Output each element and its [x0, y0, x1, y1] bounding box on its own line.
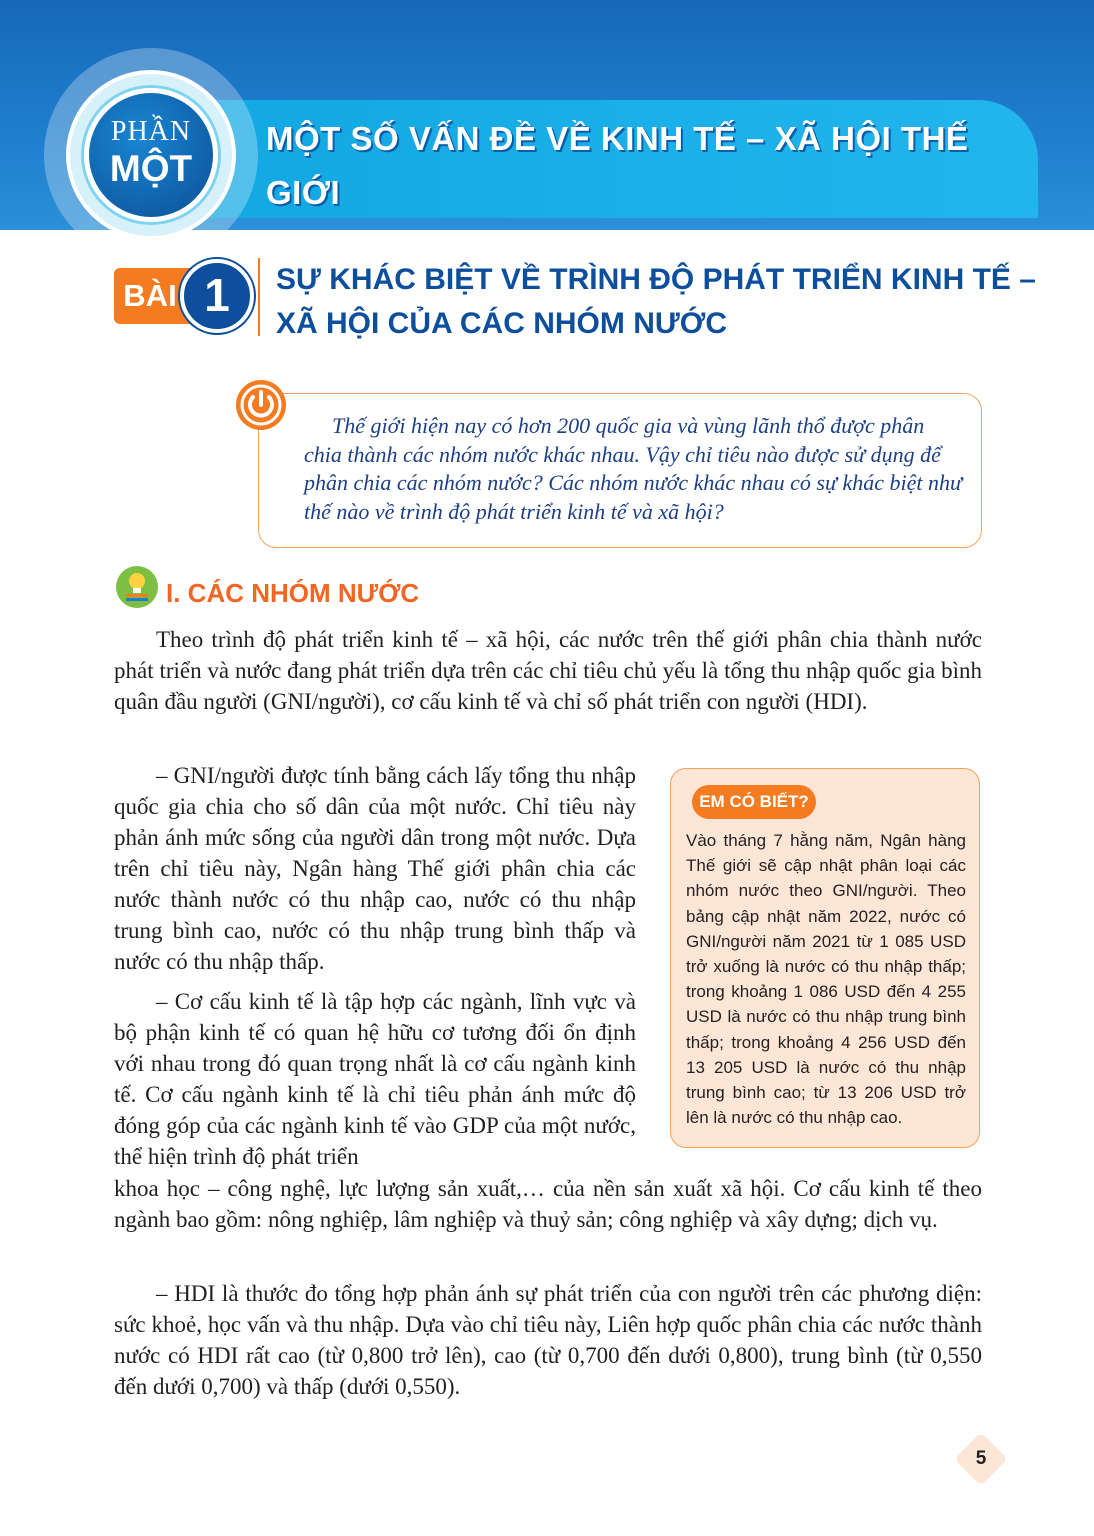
fact-text: Vào tháng 7 hằng năm, Ngân hàng Thế giới sẽ cập nhật phân loại các nhóm nước theo GNI/người. Theo bảng cập nhật năm 2022, nước có GNI/người năm 2021 từ 1 085 USD trở xuống là nước có thu nhập thấp; trong khoảng 1 086 USD đến 4 255 USD là nước có thu nhập trung bình thấp; trong khoảng 4 256 USD đến 13 205 USD là nước có thu nhập trung bình cao; từ 13 206 USD trở lên là nước có thu nhập cao.: [686, 831, 966, 1128]
section-title: I. CÁC NHÓM NƯỚC: [166, 578, 420, 608]
intro-text: Thế giới hiện nay có hơn 200 quốc gia và vùng lãnh thổ được phân chia thành các nhóm nước khác nhau. Vậy chỉ tiêu nào được sử dụng để phân chia các nhóm nước? Các nhóm nước khác nhau có sự khác biệt như thế nào về trình độ phát triển kinh tế và xã hội?: [304, 413, 963, 524]
lesson-title: SỰ KHÁC BIỆT VỀ TRÌNH ĐỘ PHÁT TRIỂN KINH TẾ – XÃ HỘI CỦA CÁC NHÓM NƯỚC: [276, 263, 1036, 340]
lesson-tag-label: BÀI: [123, 278, 177, 313]
body-paragraph-gni: – GNI/người được tính bằng cách lấy tổng thu nhập quốc gia chia cho số dân của một nước. Chỉ tiêu này phản ánh mức sống của người dân trong một nước. Dựa trên chỉ tiêu này, Ngân hàng Thế giới phân chia các nước thành nước có thu nhập cao, nước có thu nhập trung bình cao, nước có thu nhập trung bình thấp và nước có thu nhập thấp.: [114, 763, 636, 974]
body-paragraph-structure: – Cơ cấu kinh tế là tập hợp các ngành, lĩnh vực và bộ phận kinh tế có quan hệ hữu cơ tương đối ổn định với nhau trong đó quan trọng nhất là cơ cấu ngành kinh tế. Cơ cấu ngành kinh tế là chỉ tiêu phản ánh mức độ đóng góp của các ngành kinh tế vào GDP của một nước, thể hiện trình độ phát triển: [114, 989, 636, 1169]
body-paragraph-hdi: – HDI là thước đo tổng hợp phản ánh sự phát triển của con người trên các phương diện: sức khoẻ, học vấn và thu nhập. Dựa vào chỉ tiêu này, Liên hợp quốc phân chia các nước thành nước có HDI rất cao (từ 0,800 trở lên), cao (từ 0,700 đến dưới 0,800), trung bình (từ 0,550 đến dưới 0,700) và thấp (dưới 0,550).: [114, 1281, 982, 1399]
body-paragraph-1: Theo trình độ phát triển kinh tế – xã hội, các nước trên thế giới phân chia thành nước phát triển và nước đang phát triển dựa trên các chỉ tiêu chủ yếu là tổng thu nhập quốc gia bình quân đầu người (GNI/người), cơ cấu kinh tế và chỉ số phát triển con người (HDI).: [114, 627, 982, 714]
part-title: MỘT SỐ VẤN ĐỀ VỀ KINH TẾ – XÃ HỘI THẾ GIỚI: [266, 120, 969, 211]
lightbulb-icon: [116, 566, 158, 608]
body-paragraph-structure-cont: khoa học – công nghệ, lực lượng sản xuất,… của nền sản xuất xã hội. Cơ cấu kinh tế theo ngành bao gồm: nông nghiệp, lâm nghiệp và thuỷ sản; công nghiệp và xây dựng; dịch vụ.: [114, 1176, 982, 1232]
fact-tag-label: EM CÓ BIẾT?: [699, 792, 809, 811]
lesson-divider: [258, 258, 260, 336]
power-icon: [236, 380, 286, 430]
lesson-number: 1: [204, 269, 230, 321]
part-badge-label: PHẦN: [110, 116, 192, 147]
part-badge-number: MỘT: [109, 148, 193, 189]
page-number: 5: [975, 1448, 987, 1469]
